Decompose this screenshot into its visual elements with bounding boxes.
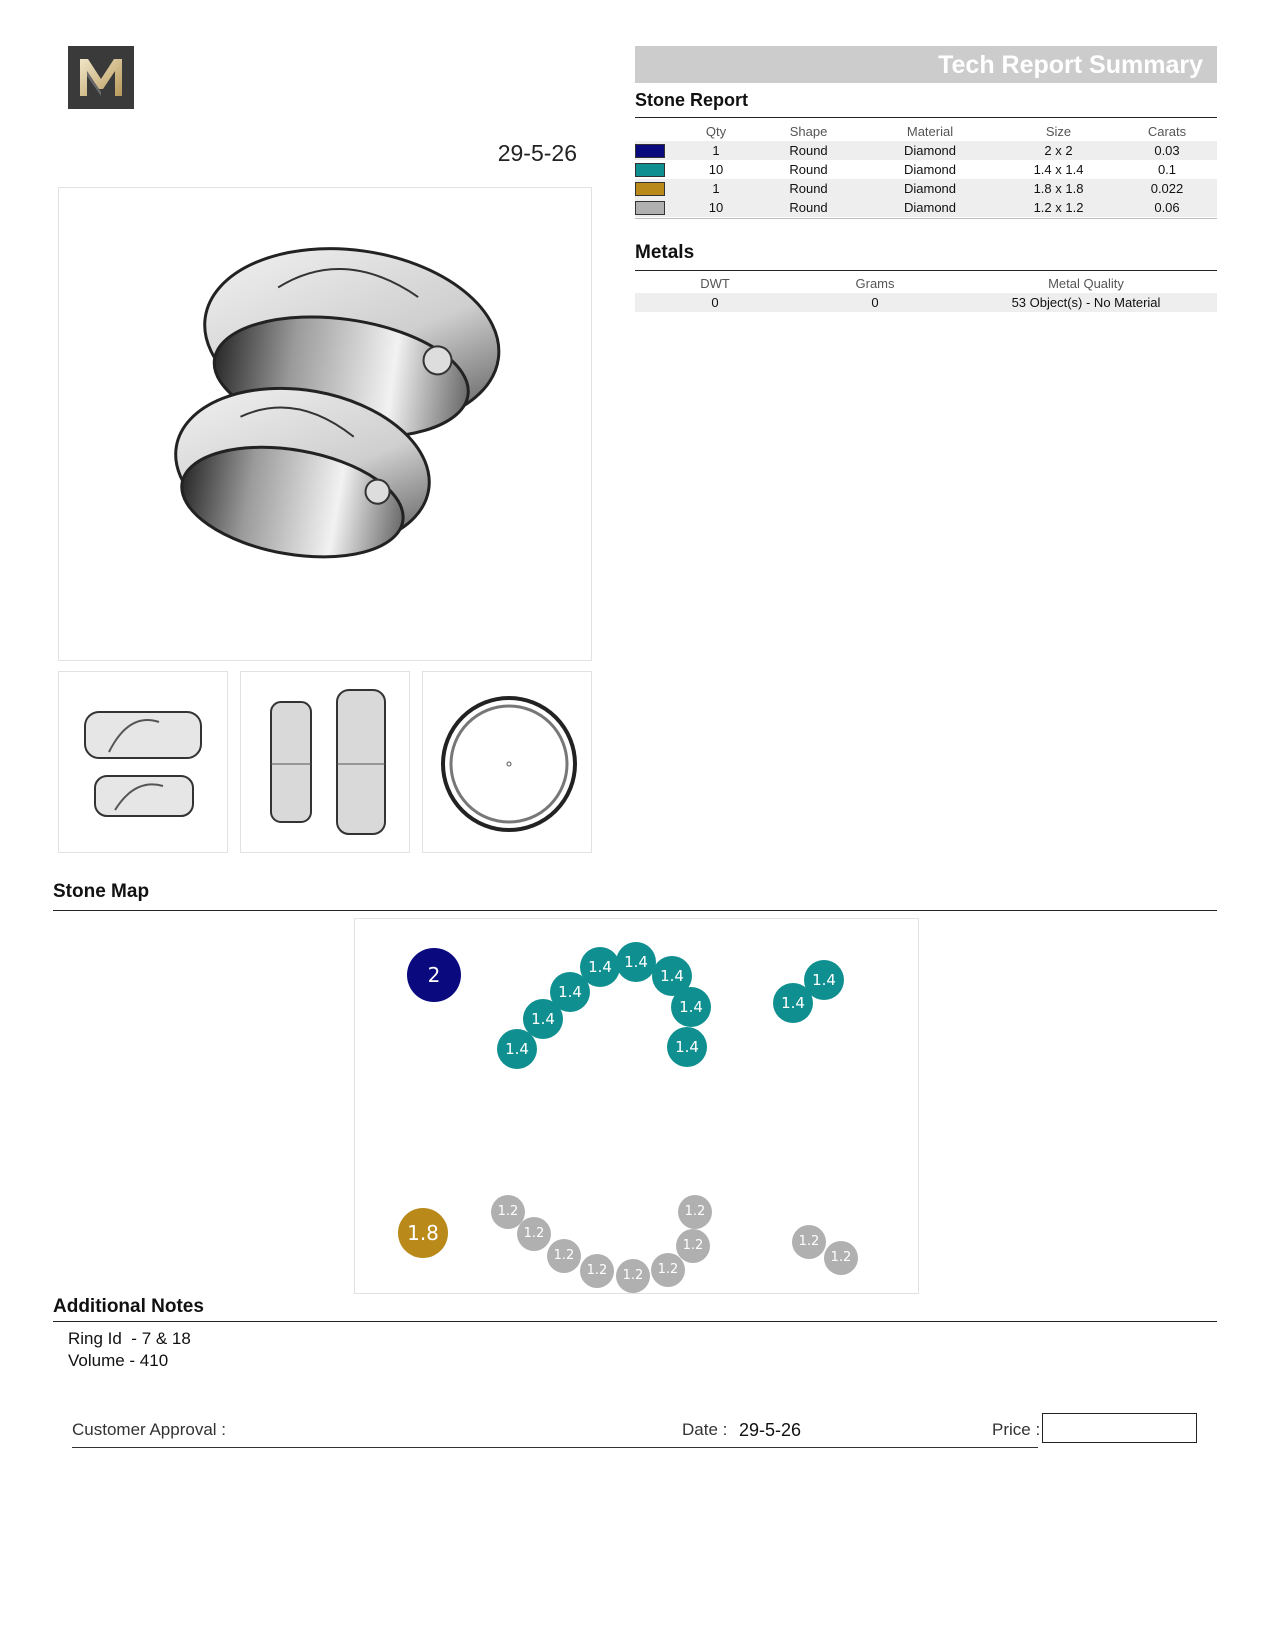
stone-report-table (635, 121, 1217, 217)
company-logo (68, 46, 134, 109)
top-view-render (59, 672, 227, 852)
shape-cell: Round (757, 179, 860, 198)
color-swatch (635, 144, 665, 158)
stone-marker: 1.8 (398, 1208, 448, 1258)
color-swatch-cell (635, 141, 675, 160)
stone-marker: 1.2 (616, 1259, 650, 1293)
stone-marker: 1.2 (547, 1239, 581, 1273)
stone-map-heading: Stone Map (53, 881, 150, 902)
stone-marker: 1.2 (580, 1254, 614, 1288)
size-cell: 1.4 x 1.4 (1033, 162, 1084, 177)
metals-heading: Metals (635, 242, 695, 263)
note-line: Ring Id - 7 & 18 (68, 1329, 191, 1348)
shape-cell: Round (789, 162, 828, 177)
grams-cell: 0 (795, 293, 955, 312)
stone-marker: 1.2 (491, 1195, 525, 1229)
column-header-dwt: DWT (700, 275, 730, 291)
stone-marker: 1.2 (792, 1225, 826, 1259)
carats-cell: 0.06 (1117, 198, 1217, 217)
size-cell: 1.8 x 1.8 (1000, 179, 1117, 198)
stone-report-heading: Stone Report (635, 90, 749, 110)
stone-marker: 1.4 (580, 947, 620, 987)
stone-marker: 1.4 (616, 942, 656, 982)
color-swatch-cell (635, 160, 675, 179)
stone-map-panel (354, 918, 919, 1294)
color-swatch-cell (635, 179, 675, 198)
main-render-panel (58, 187, 592, 661)
table-row (635, 198, 1217, 217)
customer-approval-label: Customer Approval : (72, 1420, 227, 1439)
note-line: Volume - 410 (68, 1351, 169, 1370)
swatch-column-header (635, 121, 675, 141)
thumbnail-side-view (240, 671, 410, 853)
qty-cell: 10 (675, 198, 757, 217)
metals-rule (635, 270, 1217, 271)
date-label: Date : (682, 1420, 728, 1439)
color-swatch (635, 201, 665, 215)
column-header-material: Material (906, 123, 954, 139)
table-row (635, 141, 1217, 160)
report-title-bar (635, 46, 1217, 83)
stone-marker: 1.4 (671, 987, 711, 1027)
table-row (635, 293, 1217, 312)
table-row (635, 160, 1217, 179)
carats-cell: 0.022 (1117, 179, 1217, 198)
stone-marker: 1.4 (652, 956, 692, 996)
stone-marker: 1.2 (517, 1217, 551, 1251)
ring-pair-render (59, 188, 591, 660)
column-header-carats: Carats (1147, 123, 1187, 139)
stone-map-rule (53, 910, 1217, 911)
date-value: 29-5-26 (739, 1420, 802, 1440)
approval-signature-line (72, 1447, 1038, 1448)
stone-marker: 1.4 (523, 999, 563, 1039)
color-swatch (635, 163, 665, 177)
price-input[interactable] (1042, 1413, 1197, 1443)
shape-cell: Round (757, 198, 860, 217)
color-swatch-cell (635, 198, 675, 217)
side-view-render (241, 672, 409, 852)
qty-cell: 10 (708, 162, 724, 177)
color-swatch (635, 182, 665, 196)
thumbnail-top-view (58, 671, 228, 853)
stone-marker: 1.2 (678, 1195, 712, 1229)
column-header-size: Size (1045, 123, 1072, 139)
stone-marker: 1.4 (497, 1029, 537, 1069)
carats-cell: 0.1 (1157, 162, 1177, 177)
report-title: Tech Report Summary (938, 51, 1203, 79)
material-cell: Diamond (860, 141, 1000, 160)
additional-notes-text (68, 1328, 191, 1372)
material-cell: Diamond (903, 162, 957, 177)
stone-report-header-row (635, 121, 1217, 141)
stone-marker: 1.2 (676, 1229, 710, 1263)
shape-cell: Round (757, 141, 860, 160)
dwt-cell: 0 (635, 293, 795, 312)
column-header-qty: Qty (705, 123, 727, 139)
price-label: Price : (992, 1420, 1041, 1439)
column-header-shape: Shape (789, 123, 828, 139)
column-header-grams: Grams (855, 275, 895, 291)
carats-cell: 0.03 (1117, 141, 1217, 160)
size-cell: 2 x 2 (1000, 141, 1117, 160)
stone-marker: 2 (407, 948, 461, 1002)
size-cell: 1.2 x 1.2 (1000, 198, 1117, 217)
additional-notes-heading: Additional Notes (53, 1296, 204, 1317)
metals-header-row (635, 273, 1217, 293)
stone-marker: 1.2 (824, 1241, 858, 1275)
additional-notes-rule (53, 1321, 1217, 1322)
stone-report-rule (635, 117, 1217, 118)
stone-marker: 1.4 (667, 1027, 707, 1067)
material-cell: Diamond (860, 198, 1000, 217)
stone-marker: 1.4 (804, 960, 844, 1000)
stone-marker: 1.2 (651, 1253, 685, 1287)
stone-report-bottom-rule (635, 218, 1217, 219)
order-id: 29-5-26 (497, 140, 577, 166)
stone-marker: 1.4 (773, 983, 813, 1023)
metals-table (635, 273, 1217, 312)
qty-cell: 1 (675, 141, 757, 160)
material-cell: Diamond (860, 179, 1000, 198)
front-view-render (423, 672, 591, 852)
column-header-metal-quality: Metal Quality (1048, 275, 1124, 291)
stone-marker: 1.4 (550, 972, 590, 1012)
thumbnail-front-view (422, 671, 592, 853)
metal-quality-cell: 53 Object(s) - No Material (955, 293, 1217, 312)
table-row (635, 179, 1217, 198)
qty-cell: 1 (675, 179, 757, 198)
